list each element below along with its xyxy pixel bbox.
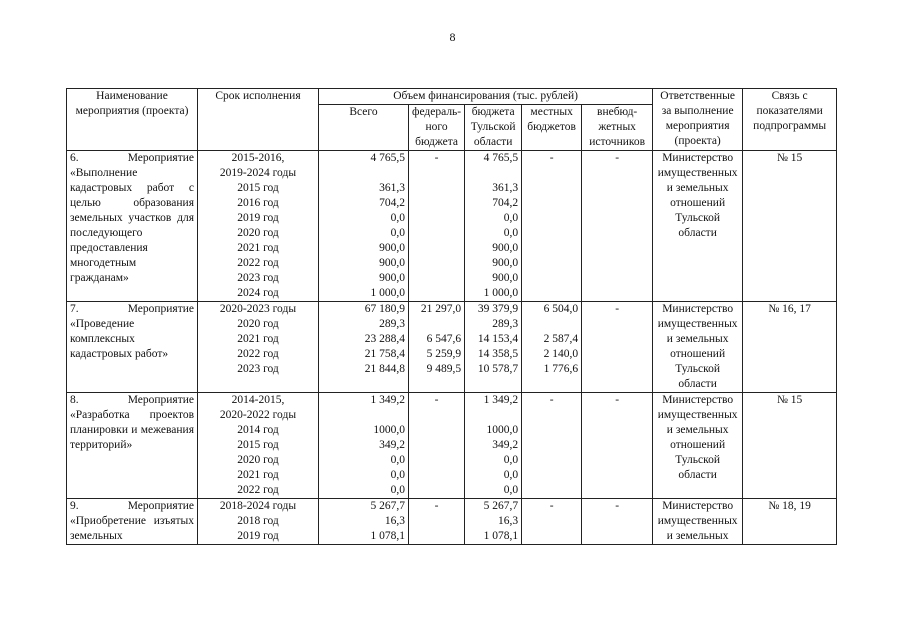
page-number: 8	[449, 30, 456, 44]
regional-cell: 4 765,5 361,3 704,2 0,0 0,0 900,0 900,0 900,0 1 000,0	[465, 151, 522, 302]
measure-kind: Мероприятие	[127, 500, 194, 512]
extra-cell: -	[582, 302, 653, 393]
term-cell: 2018-2024 годы 2018 год 2019 год	[198, 499, 319, 545]
measure-name	[67, 499, 198, 545]
extra-cell: -	[582, 499, 653, 545]
measure-title: «Выполнение кадастровых работ с целью образования земельных участков для последующего предоставления многодетным гражданам»	[70, 167, 194, 284]
measure-number: 8.	[70, 394, 79, 406]
program-table	[66, 88, 837, 545]
link-cell: № 15	[743, 151, 837, 302]
header-term: Срок исполнения	[198, 89, 319, 151]
header-local: местных бюджетов	[522, 105, 582, 151]
local-cell: -	[522, 393, 582, 499]
header-extra: внебюд-жетных источников	[582, 105, 653, 151]
regional-cell: 5 267,7 16,3 1 078,1	[465, 499, 522, 545]
total-cell: 4 765,5 361,3 704,2 0,0 0,0 900,0 900,0 900,0 1 000,0	[319, 151, 409, 302]
table-row	[67, 393, 837, 499]
extra-cell: -	[582, 393, 653, 499]
federal-cell: -	[409, 151, 465, 302]
measure-number: 6.	[70, 152, 79, 164]
extra-cell: -	[582, 151, 653, 302]
measure-name	[67, 302, 198, 393]
term-cell: 2014-2015, 2020-2022 годы 2014 год 2015 год 2020 год 2021 год 2022 год	[198, 393, 319, 499]
measure-name	[67, 151, 198, 302]
total-cell: 5 267,7 16,3 1 078,1	[319, 499, 409, 545]
federal-cell: -	[409, 499, 465, 545]
header-federal: федераль-ного бюджета	[409, 105, 465, 151]
header-link: Связь с показателями подпрограммы	[743, 89, 837, 151]
total-cell: 1 349,2 1000,0 349,2 0,0 0,0 0,0	[319, 393, 409, 499]
regional-cell: 1 349,2 1000,0 349,2 0,0 0,0 0,0	[465, 393, 522, 499]
term-cell: 2015-2016, 2019-2024 годы 2015 год 2016 год 2019 год 2020 год 2021 год 2022 год 2023 год 2024 год	[198, 151, 319, 302]
local-cell: -	[522, 151, 582, 302]
measure-number: 7.	[70, 303, 79, 315]
table-row	[67, 151, 837, 302]
measure-kind: Мероприятие	[127, 394, 194, 406]
term-cell: 2020-2023 годы 2020 год 2021 год 2022 год 2023 год	[198, 302, 319, 393]
responsible-cell: Министерство имущественных и земельных	[653, 499, 743, 545]
measure-title: «Приобретение изъятых земельных	[70, 515, 194, 542]
link-cell: № 16, 17	[743, 302, 837, 393]
header-row-top	[67, 89, 837, 105]
header-responsible: Ответственные за выполнение мероприятия (проекта)	[653, 89, 743, 151]
measure-kind: Мероприятие	[127, 303, 194, 315]
total-cell: 67 180,9 289,3 23 288,4 21 758,4 21 844,8	[319, 302, 409, 393]
federal-cell: 21 297,0 6 547,6 5 259,9 9 489,5	[409, 302, 465, 393]
measure-title: «Разработка проектов планировки и межевания территорий»	[70, 409, 194, 451]
header-regional: бюджета Тульской области	[465, 105, 522, 151]
local-cell: 6 504,0 2 587,4 2 140,0 1 776,6	[522, 302, 582, 393]
table-row	[67, 302, 837, 393]
measure-name	[67, 393, 198, 499]
link-cell: № 15	[743, 393, 837, 499]
header-financing: Объем финансирования (тыс. рублей)	[319, 89, 653, 105]
header-total: Всего	[319, 105, 409, 151]
regional-cell: 39 379,9 289,3 14 153,4 14 358,5 10 578,7	[465, 302, 522, 393]
responsible-cell: Министерство имущественных и земельных отношений Тульской области	[653, 302, 743, 393]
table-row	[67, 499, 837, 545]
measure-kind: Мероприятие	[127, 152, 194, 164]
header-name: Наименование мероприятия (проекта)	[67, 89, 198, 151]
local-cell: -	[522, 499, 582, 545]
measure-number: 9.	[70, 500, 79, 512]
measure-title: «Проведение комплексных кадастровых работ»	[70, 318, 169, 360]
federal-cell: -	[409, 393, 465, 499]
link-cell: № 18, 19	[743, 499, 837, 545]
responsible-cell: Министерство имущественных и земельных отношений Тульской области	[653, 151, 743, 302]
responsible-cell: Министерство имущественных и земельных отношений Тульской области	[653, 393, 743, 499]
